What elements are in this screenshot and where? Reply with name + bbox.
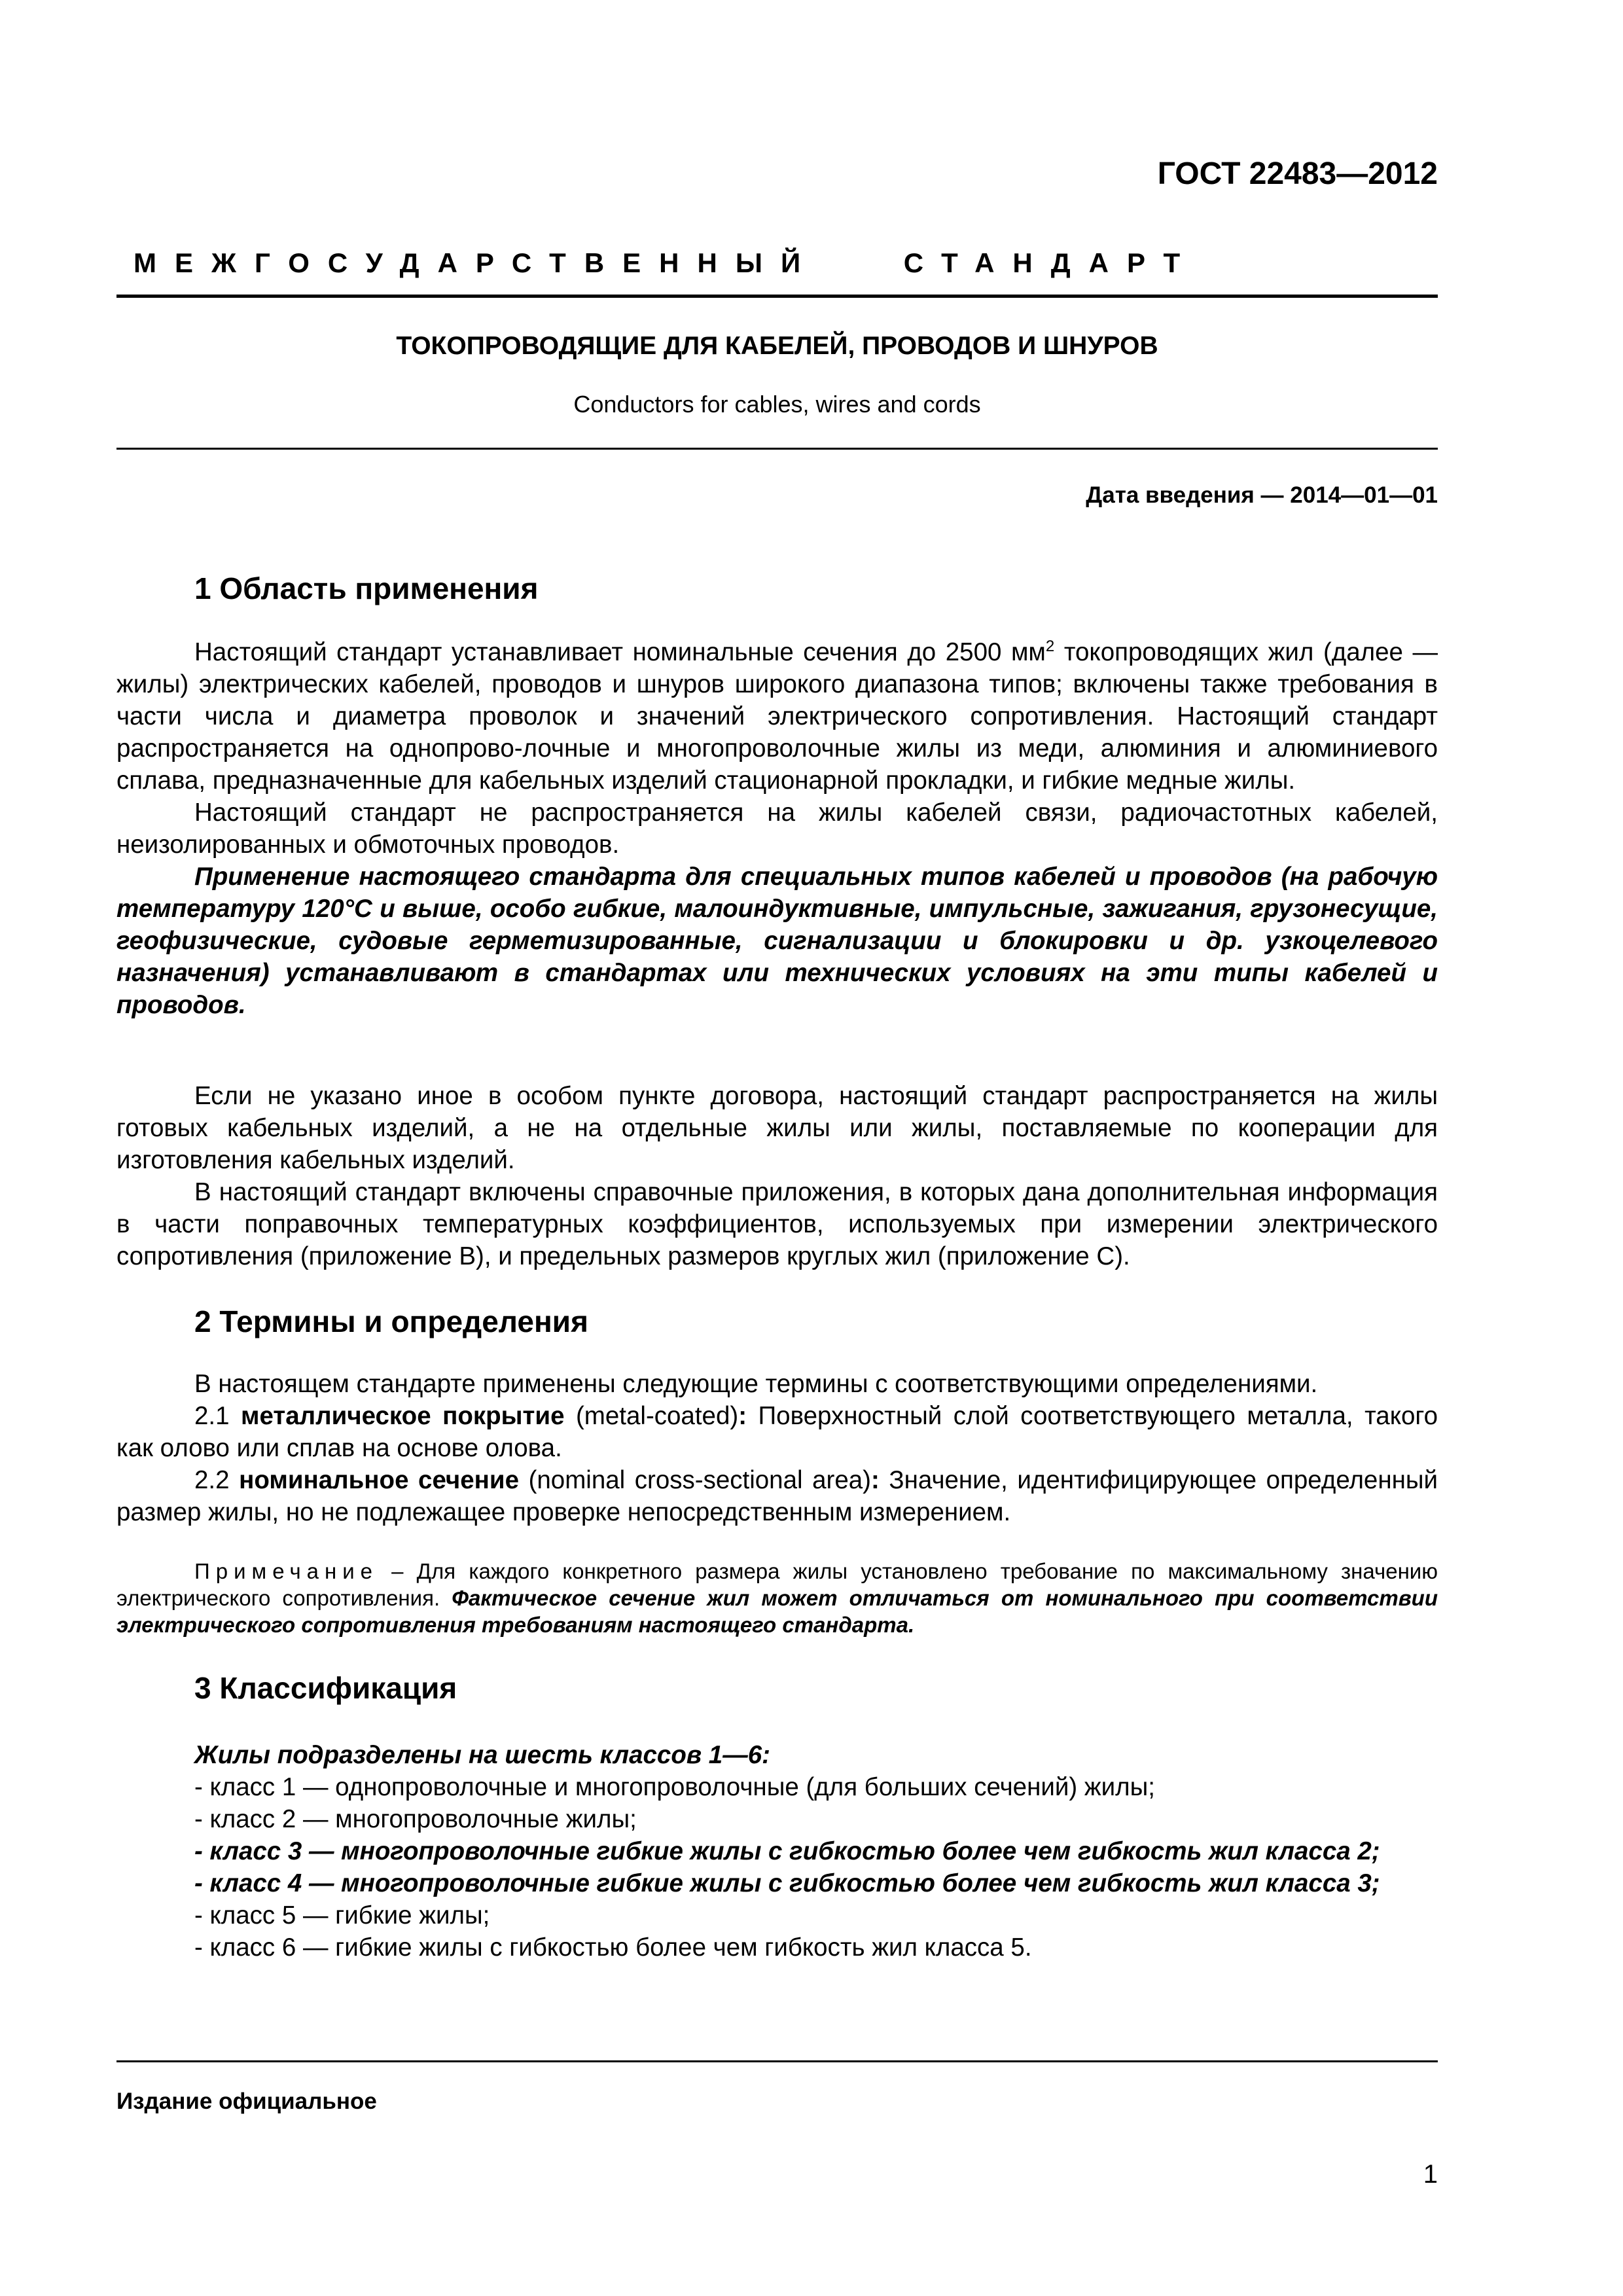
paragraph: Настоящий стандарт устанавливает номинальные сечения до 2500 $мм^2$ токопроводящих жил (далее — жилы) электрических кабелей, проводов и шнуров широкого диапазона типов; включены также требования в части числа и диаметра проволок и значений электрического сопротивления. Настоящий стандарт распространяется на однопрово-лочные и многопроволочные жилы из меди, алюминия и алюминиевого сплава, предназначенные для кабельных изделий стационарной прокладки, и гибкие медные жилы. <box>116 637 1438 795</box>
standard-number: ГОСТ 22483—2012 <box>1157 156 1438 191</box>
list-item: - класс 2 — многопроволочные жилы; <box>194 1805 637 1833</box>
list-lead: Жилы подразделены на шесть классов 1—6: <box>194 1741 770 1769</box>
introduction-date: Дата введения — 2014—01—01 <box>1086 482 1438 508</box>
section-1-heading: 1 Область применения <box>194 571 539 605</box>
header-rule <box>116 295 1438 298</box>
term-definition: 2.1 металлическое покрытие (metal-coated): Поверхностный слой соответствующего металла, такого как олово или сплав на основе олова. <box>116 1402 1438 1462</box>
paragraph-emphasis: Применение настоящего стандарта для специальных типов кабелей и проводов (на рабочую температуру 120°С и выше, особо гибкие, малоиндуктивные, импульсные, зажигания, грузонесущие, геофизические, судовые герметизированные, сигнализации и блокировки и др. узкоцелевого назначения) устанавливают в стандартах или технических условиях на эти типы кабелей и проводов. <box>116 863 1438 1019</box>
section-3-heading: 3 Классификация <box>194 1671 457 1705</box>
section-3-text <box>116 1739 1438 1964</box>
section-1-text <box>116 636 1438 1021</box>
paragraph: Настоящий стандарт не распространяется на жилы кабелей связи, радиочастотных кабелей, неизолированных и обмоточных проводов. <box>116 798 1438 859</box>
note-label: Примечание <box>194 1559 379 1583</box>
edition-note: Издание официальное <box>116 2089 377 2114</box>
list-item: - класс 6 — гибкие жилы с гибкостью более чем гибкость жил класса 5. <box>194 1933 1032 1962</box>
page-number: 1 <box>1423 2160 1438 2189</box>
title-rule <box>116 448 1438 450</box>
paragraph: В настоящий стандарт включены справочные приложения, в которых дана дополнительная информация в части поправочных температурных коэффициентов, используемых при измерении электрического сопротивления (приложение В), и предельных размеров круглых жил (приложение С). <box>116 1178 1438 1270</box>
paragraph: Если не указано иное в особом пункте договора, настоящий стандарт распространяется на жилы готовых кабельных изделий, а не на отдельные жилы или жилы, поставляемые по кооперации для изготовления кабельных изделий. <box>116 1082 1438 1174</box>
list-item: - класс 1 — однопроволочные и многопроволочные (для больших сечений) жилы; <box>194 1773 1155 1801</box>
section-2-heading: 2 Термины и определения <box>194 1304 588 1338</box>
paragraph: В настоящем стандарте применены следующие термины с соответствующими определениями. <box>194 1370 1318 1398</box>
list-item: - класс 3 — многопроволочные гибкие жилы с гибкостью более чем гибкость жил класса 2; <box>194 1837 1380 1865</box>
list-item: - класс 4 — многопроволочные гибкие жилы с гибкостью более чем гибкость жил класса 3; <box>194 1869 1380 1897</box>
note: Примечание – Для каждого конкретного размера жилы установлено требование по максимальному значению электрического сопротивления. Фактическое сечение жил может отличаться от номинального при соответствии электрического сопротивления требованиям настоящего стандарта. <box>116 1559 1438 1637</box>
document-title-english: Conductors for cables, wires and cords <box>573 391 981 418</box>
standard-category: МЕЖГОСУДАРСТВЕННЫЙ СТАНДАРТ <box>134 247 1199 278</box>
document-title: ТОКОПРОВОДЯЩИЕ ДЛЯ КАБЕЛЕЙ, ПРОВОДОВ И ШНУРОВ <box>396 332 1158 360</box>
list-item: - класс 5 — гибкие жилы; <box>194 1901 490 1929</box>
section-2-text <box>116 1368 1438 1528</box>
section-1-text-continued <box>116 1080 1438 1272</box>
term-definition: 2.2 номинальное сечение (nominal cross-sectional area): Значение, идентифицирующее определенный размер жилы, но не подлежащее проверке непосредственным измерением. <box>116 1466 1438 1526</box>
footer-rule <box>116 2060 1438 2062</box>
